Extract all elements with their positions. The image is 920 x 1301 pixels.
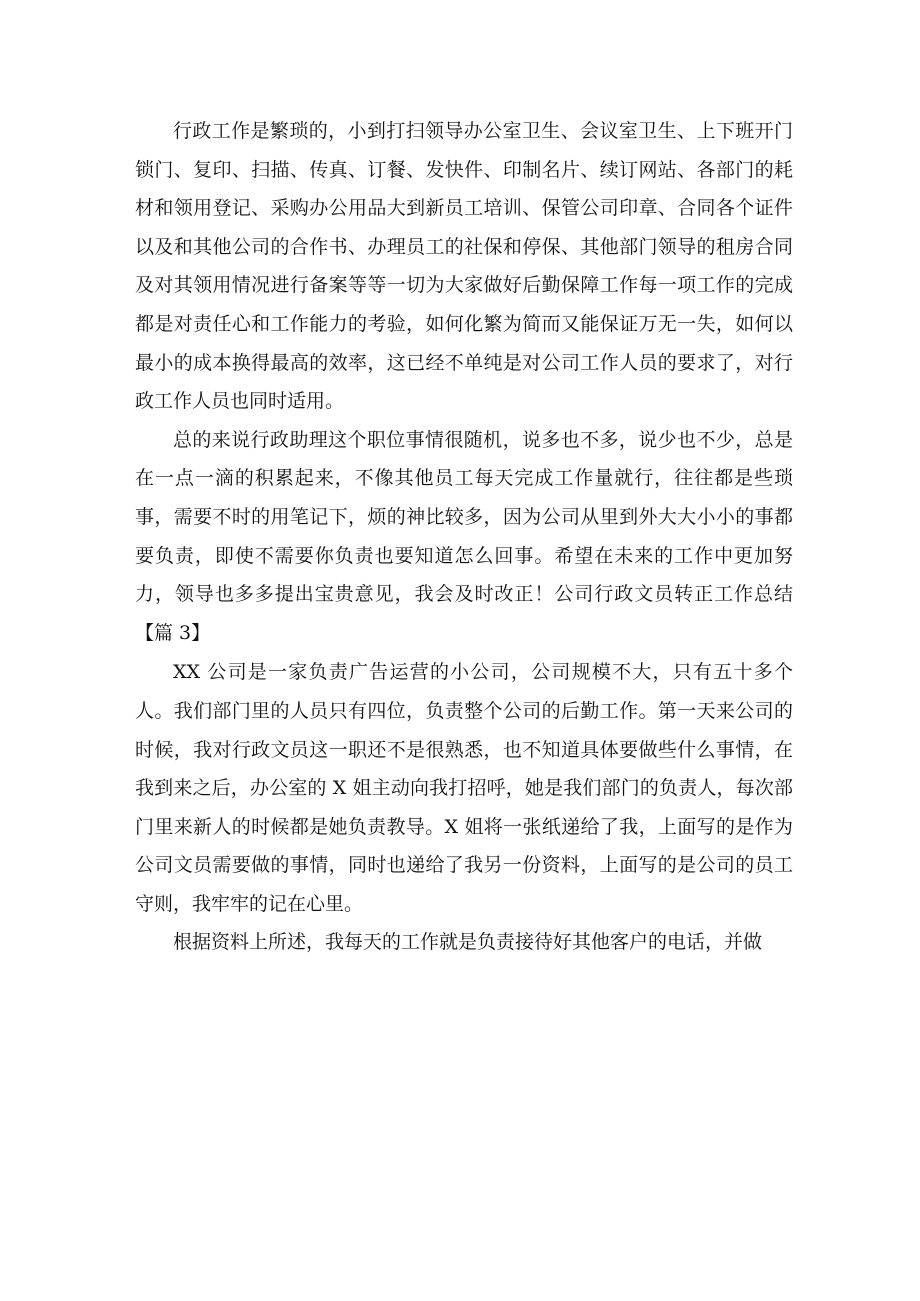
paragraph-admin-work: 行政工作是繁琐的，小到打扫领导办公室卫生、会议室卫生、上下班开门锁门、复印、扫描、传真、订餐、发快件、印制名片、续订网站、各部门的耗材和领用登记、采购办公用品大到新员工培训、保管公司印章、合同各个证件以及和其他公司的合作书、办理员工的社保和停保、其他部门领导的租房合同及对其领用情况进行备案等等一切为大家做好后勤保障工作每一项工作的完成都是对责任心和工作能力的考验，如何化繁为简而又能保证万无一失，如何以最小的成本换得最高的效率，这已经不单纯是对公司工作人员的要求了，对行政工作人员也同时适用。 — [135, 120, 793, 413]
paragraph-daily-work: 根据资料上所述，我每天的工作就是负责接待好其他客户的电话，并做 — [173, 931, 763, 954]
paragraph-company-introduction: XX 公司是一家负责广告运营的小公司，公司规模不大，只有五十多个人。我们部门里的人员只有四位，负责整个公司的后勤工作。第一天来公司的时候，我对行政文员这一职还不是很熟悉，也不知道具体要做些什么事情，在我到来之后，办公室的 X 姐主动向我打招呼，她是我们部门的负责人，每次部门里来新人的时候都是她负责教导。X 姐将一张纸递给了我，上面写的是作为公司文员需要做的事情，同时也递给了我另一份资料，上面写的是公司的员工守则，我牢牢的记在心里。 — [135, 661, 793, 915]
paragraph-admin-assistant-summary: 总的来说行政助理这个职位事情很随机，说多也不多，说少也不少，总是在一点一滴的积累起来，不像其他员工每天完成工作量就行，往往都是些琐事，需要不时的用笔记下，烦的神比较多，因为公司从里到外大大小小的事都要负责，即使不需要你负责也要知道怎么回事。希望在未来的工作中更加努力，领导也多多提出宝贵意见，我会及时改正！公司行政文员转正工作总结【篇 3】 — [135, 428, 793, 644]
document-body — [135, 112, 793, 962]
